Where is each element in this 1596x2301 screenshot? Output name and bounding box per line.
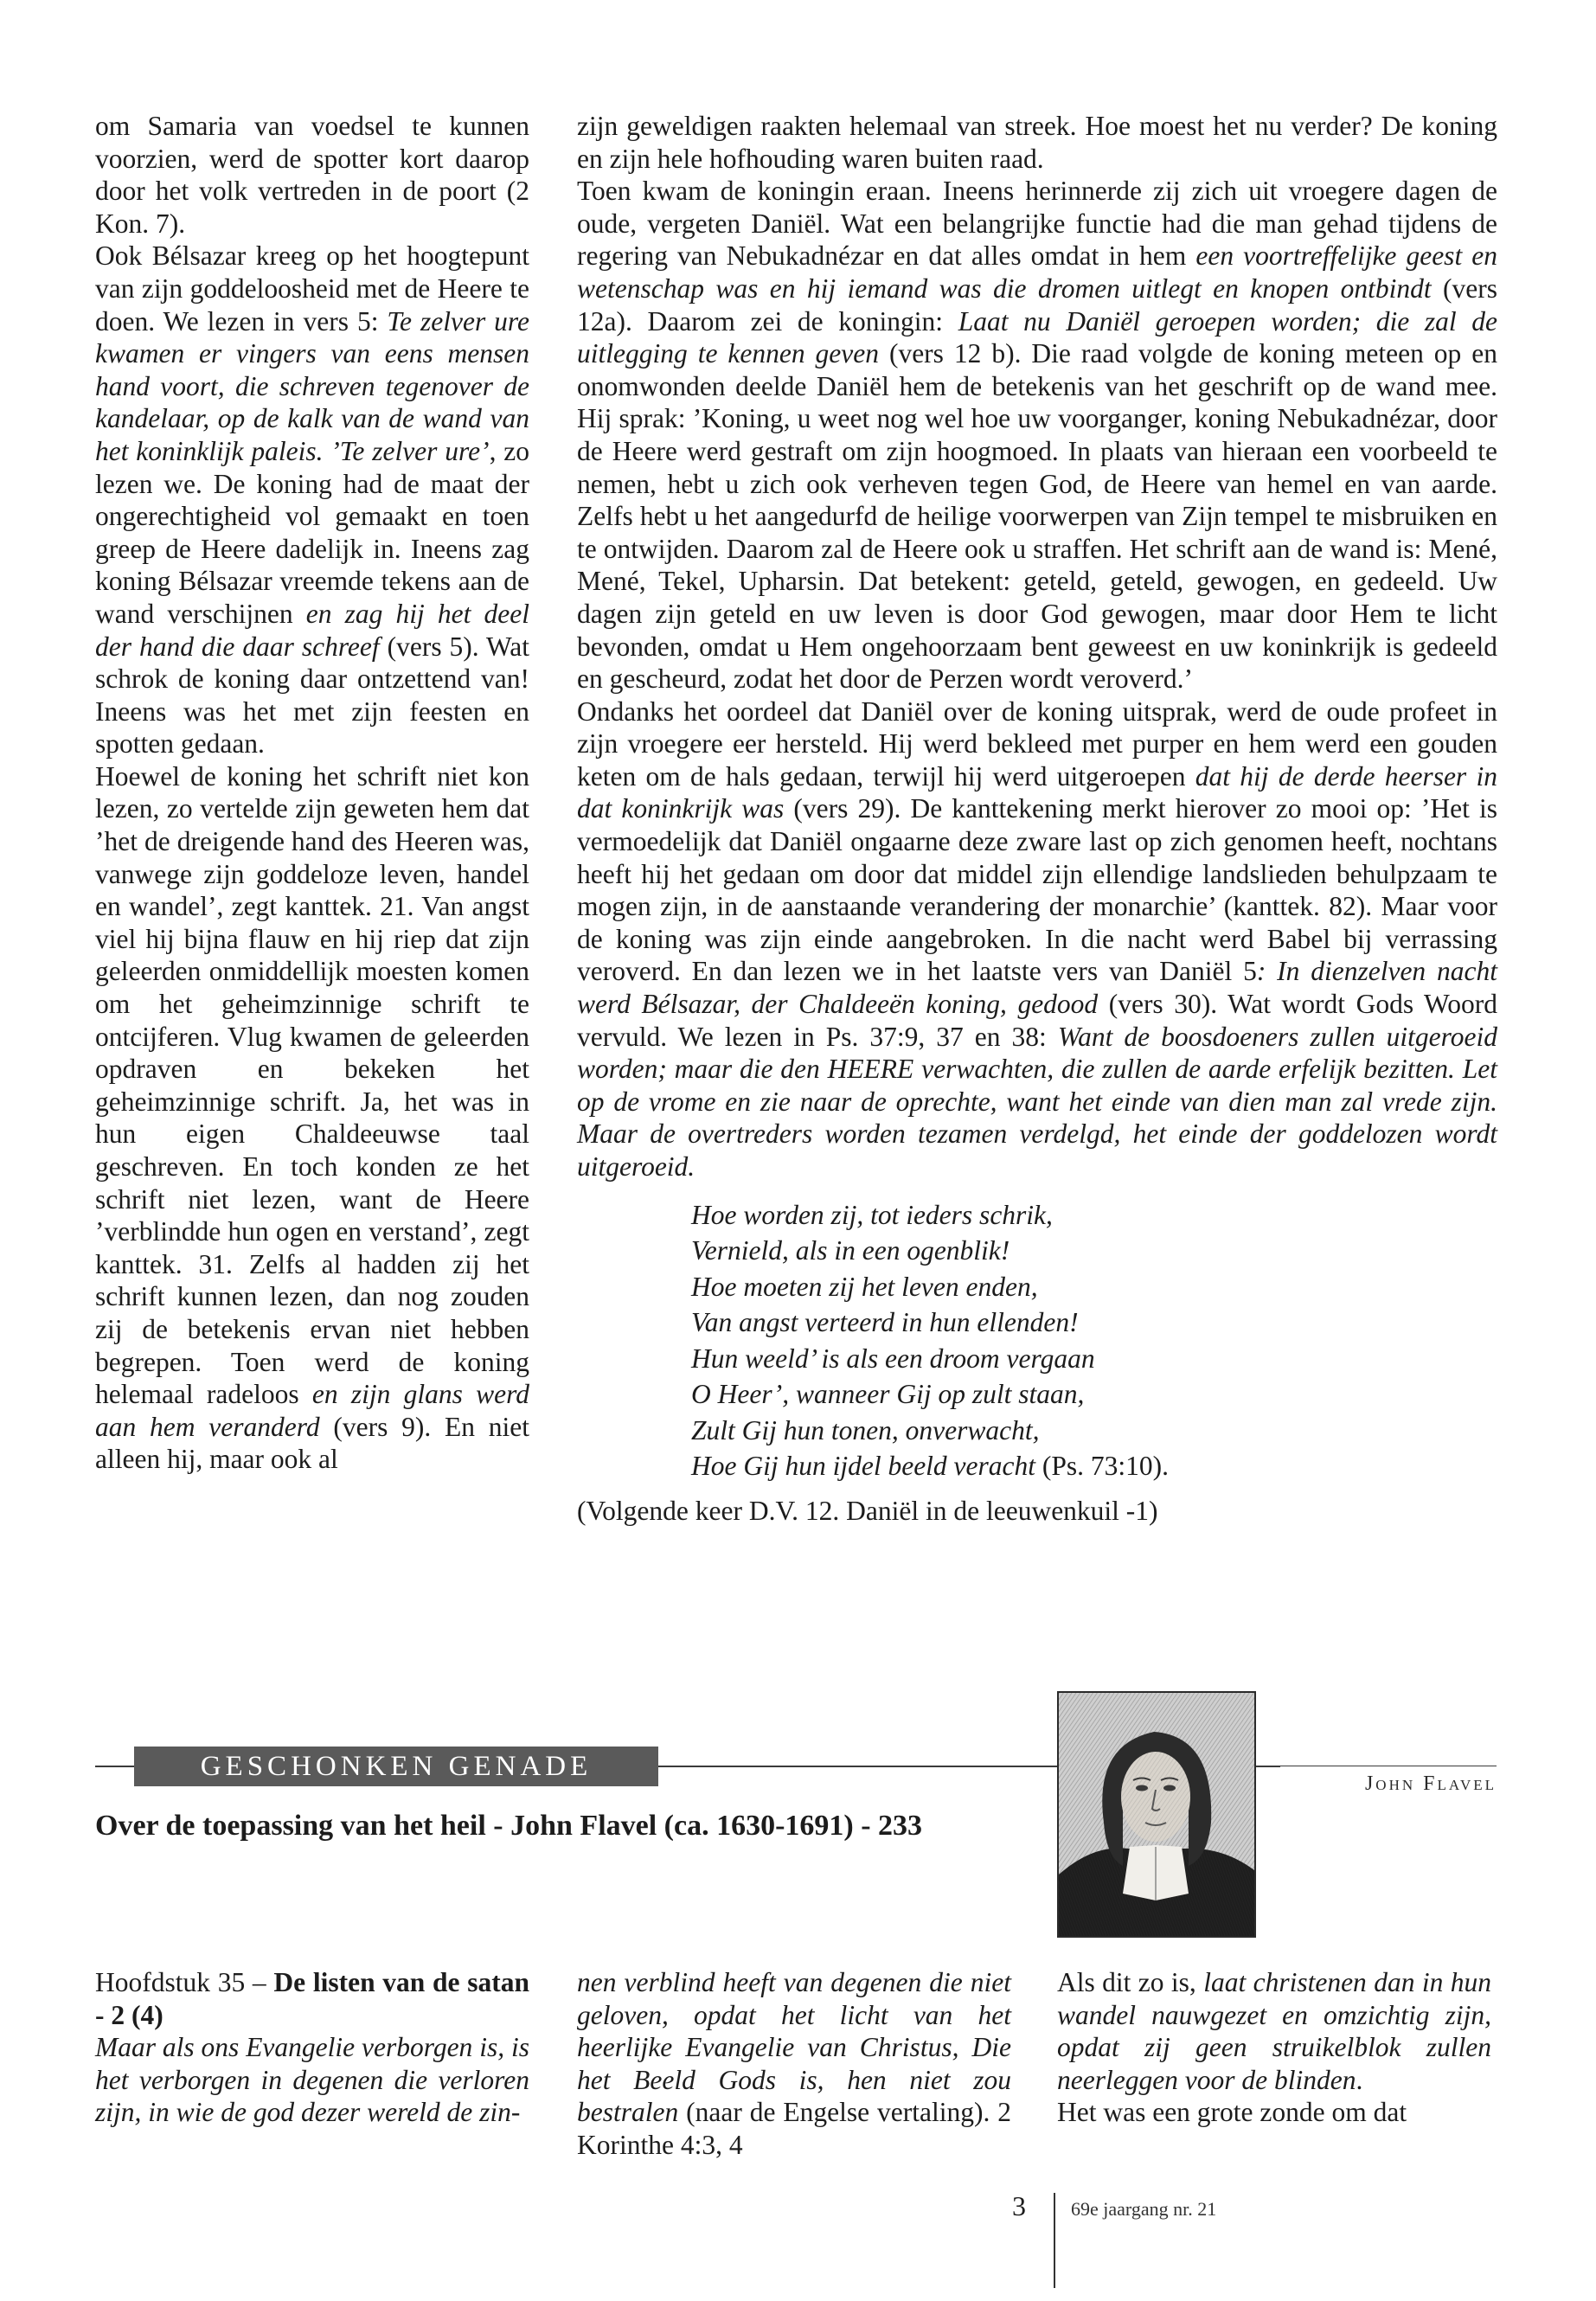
scripture-reference: (naar de Engelse vertaling). 2 Korinthe 4:3, 4	[577, 2097, 1011, 2160]
chapter-column-2	[577, 1966, 1011, 2162]
issue-label: 69e jaargang nr. 21	[1071, 2198, 1217, 2220]
text-run: (vers 9). En niet alleen hij, maar ook al	[95, 1411, 529, 1475]
poem-line: Hoe Gij hun ijdel beeld veracht (Ps. 73:10).	[691, 1451, 1170, 1482]
poem-line: Vernield, als in een ogenblik!	[691, 1235, 1010, 1266]
scripture-quote-end: nen verblind heeft van degenen die niet geloven, opdat het licht van het heerlijke Evangelie van Christus, Die het Beeld Gods is, hen niet zou bestralen	[577, 1967, 1011, 2128]
poem-line: Van angst verteerd in hun ellenden!	[691, 1307, 1079, 1338]
text-run: Ook Bélsazar kreeg op het hoogtepunt van zijn goddeloosheid met de Heere te doen. We lezen in vers 5:	[95, 240, 529, 336]
poem-line: O Heer’, wanneer Gij op zult staan,	[691, 1379, 1085, 1410]
text-run: zijn geweldigen raakten helemaal van streek. Hoe moest het nu verder? De koning en zijn hele hofhouding waren buiten raad.	[577, 111, 1497, 174]
psalm-poem	[691, 1197, 1497, 1484]
chapter-column-1	[95, 1966, 529, 2129]
paragraph	[577, 110, 1497, 175]
poem-reference: (Ps. 73:10).	[1035, 1451, 1170, 1482]
text-run: (vers 12a). Daarom zei de koningin:	[577, 272, 1497, 336]
paragraph	[577, 175, 1497, 695]
poem-line: Hun weeld’ is als een droom vergaan	[691, 1343, 1095, 1374]
text-run: (vers 29). De kanttekening merkt hierover zo mooi op: ’Het is vermoedelijk dat Daniël ongaarne deze zware last op zich genomen heeft, nochtans heeft hij het gedaan om door dat middel zijn ellendige landslieden behulpzaam te mogen zijn, in de aanstaande verandering der monarchie’ (kanttek. 82). Maar voor de koning was zijn einde aangebroken. In die nacht werd Babel bij verrassing veroverd. En dan lezen we in het laatste vers van Daniël 5	[577, 793, 1497, 987]
italic-quote: een voortreffelijke geest en wetenschap was en hij iemand was die dromen uitlegt en knopen ontbindt	[577, 240, 1497, 304]
text-run: Toen kwam de koningin eraan. Ineens herinnerde zij zich uit vroegere dagen de oude, vergeten Daniël. Wat een belangrijke functie had die man gehad tijdens de regering van Nebukadnézar en dat alles omdat in hem	[577, 176, 1497, 272]
paragraph	[95, 760, 529, 1476]
next-installment-note: (Volgende keer D.V. 12. Daniël in de leeuwenkuil -1)	[577, 1495, 1158, 1526]
chapter-prefix: Hoofdstuk 35 –	[95, 1967, 274, 1997]
author-name: John Flavel	[1280, 1766, 1497, 1801]
text-run: (vers 30). Wat wordt Gods Woord vervuld. We lezen in Ps. 37:9, 37 en 38:	[577, 989, 1497, 1052]
author-portrait	[1057, 1691, 1256, 1938]
portrait-engraving	[1059, 1693, 1254, 1936]
footer-divider	[1054, 2193, 1055, 2288]
italic-quote: dat hij de derde heerser in dat koninkrijk was	[577, 760, 1497, 824]
italic-quote: Laat nu Daniël geroepen worden; die zal de uitlegging te kennen geven	[577, 305, 1498, 369]
italic-quote: Te zelver ure kwamen er vingers van eens mensen hand voort, die schreven tegenover de kandelaar, op de kalk van de wand van het koninklijk paleis. ’Te zelver ure’	[95, 305, 529, 466]
poem-line: Hoe moeten zij het leven enden,	[691, 1271, 1038, 1302]
poem-line: Zult Gij hun tonen, onverwacht,	[691, 1414, 1040, 1445]
chapter-column-3	[1057, 1966, 1491, 2129]
italic-quote: Want de boosdoeners zullen uitgeroeid worden; maar die den HEERE verwachten, die zullen de aarde erfelijk bezitten. Let op de vrome en zie naar de oprechte, want het einde van dien man zal vrede zijn. Maar de overtreders worden tezamen verdelgd, het einde der goddelozen wordt uitgeroeid.	[577, 1021, 1497, 1182]
italic-quote: en zijn glans werd aan hem veranderd	[95, 1379, 529, 1442]
text-run: Hoewel de koning het schrift niet kon lezen, zo vertelde zijn geweten hem dat ’het de dreigende hand des Heeren was, vanwege zijn goddeloze leven, handel en wandel’, zegt kanttek. 21. Van angst viel hij bijna flauw en hij riep dat zijn geleerden onmiddellijk moesten komen om het geheimzinnige schrift te ontcijferen. Vlug kwamen de geleerden opdraven en bekeken het geheimzinnige schrift. Ja, het was in hun eigen Chaldeeuwse taal geschreven. En toch konden ze het schrift niet lezen, want de Heere ’verblindde hun ogen en verstand’, zegt kanttek. 31. Zelfs al hadden zij het schrift kunnen lezen, dan nog zouden zij de betekenis ervan niet hebben begrepen. Toen werd de koning helemaal radeloos	[95, 760, 529, 1410]
article-right-text	[577, 110, 1497, 1183]
article-right-column	[577, 110, 1497, 1528]
section-subtitle: Over de toepassing van het heil - John Flavel (ca. 1630-1691) - 233	[95, 1810, 923, 1842]
paragraph	[95, 240, 529, 760]
text-run: (vers 5). Wat schrok de koning daar ontzettend van! Ineens was het met zijn feesten en spotten gedaan.	[95, 631, 529, 760]
chapter-title: De listen van de satan - 2 (4)	[95, 1967, 529, 2030]
text-run: Ondanks het oordeel dat Daniël over de koning uitsprak, werd de oude profeet in zijn vroegere eer hersteld. Hij werd bekleed met purper en hem werd een gouden keten om de hals gedaan, terwijl hij werd uitgeroepen	[577, 695, 1497, 792]
page-number: 3	[1012, 2190, 1026, 2221]
poem-line: Hoe worden zij, tot ieders schrik,	[691, 1199, 1053, 1230]
article-left-column	[95, 110, 529, 1476]
col3-italic: laat christenen dan in hun wandel nauwgezet en omzichtig zijn, opdat zij geen struikelblok zullen neerleggen voor de blinden	[1057, 1967, 1491, 2095]
text-run: , zo lezen we. De koning had de maat der ongerechtigheid vol gemaakt en toen greep de Heere dadelijk in. Ineens zag koning Bélsazar vreemde tekens aan de wand verschijnen	[95, 435, 529, 629]
col3-paragraph-2: Het was een grote zonde om dat	[1057, 2097, 1407, 2128]
col3-prefix: Als dit zo is,	[1057, 1967, 1204, 1997]
text-run: om Samaria van voedsel te kunnen voorzien, werd de spotter kort daarop door het volk vertreden in de poort (2 Kon. 7).	[95, 111, 529, 239]
section-label: GESCHONKEN GENADE	[134, 1747, 658, 1786]
scripture-quote-start: Maar als ons Evangelie verborgen is, is het verborgen in degenen die verloren zijn, in wie de god dezer wereld de zin-	[95, 2032, 529, 2128]
col3-suffix: .	[1356, 2064, 1363, 2095]
paragraph	[95, 110, 529, 240]
text-run: (vers 12 b). Die raad volgde de koning meteen op en onomwonden deelde Daniël hem de betekenis van het geschrift op de wand mee. Hij sprak: ’Koning, u weet nog wel hoe uw voorganger, koning Nebukadnézar, door de Heere werd gestraft om zijn hoogmoed. In plaats van hieraan een voorbeeld te nemen, hebt u zich ook verheven tegen God, de Heere van hemel en van aarde. Zelfs hebt u het aangedurfd de heilige voorwerpen van Zijn tempel te misbruiken en te ontwijden. Daarom zal de Heere ook u straffen. Het schrift aan de wand is: Mené, Mené, Tekel, Upharsin. Dat betekent: geteld, geteld, gewogen, en gedeeld. Uw dagen zijn geteld en uw leven is door God gewogen, maar door Hem te licht bevonden, omdat u Hem ongehoorzaam bent geweest en uw koninkrijk is gedeeld en gescheurd, zodat het door de Perzen wordt veroverd.’	[577, 338, 1497, 695]
italic-quote: : In dienzelven nacht werd Bélsazar, der Chaldeeën koning, gedood	[577, 956, 1497, 1020]
italic-quote: en zag hij het deel der hand die daar schreef	[95, 598, 529, 662]
paragraph	[577, 695, 1497, 1183]
